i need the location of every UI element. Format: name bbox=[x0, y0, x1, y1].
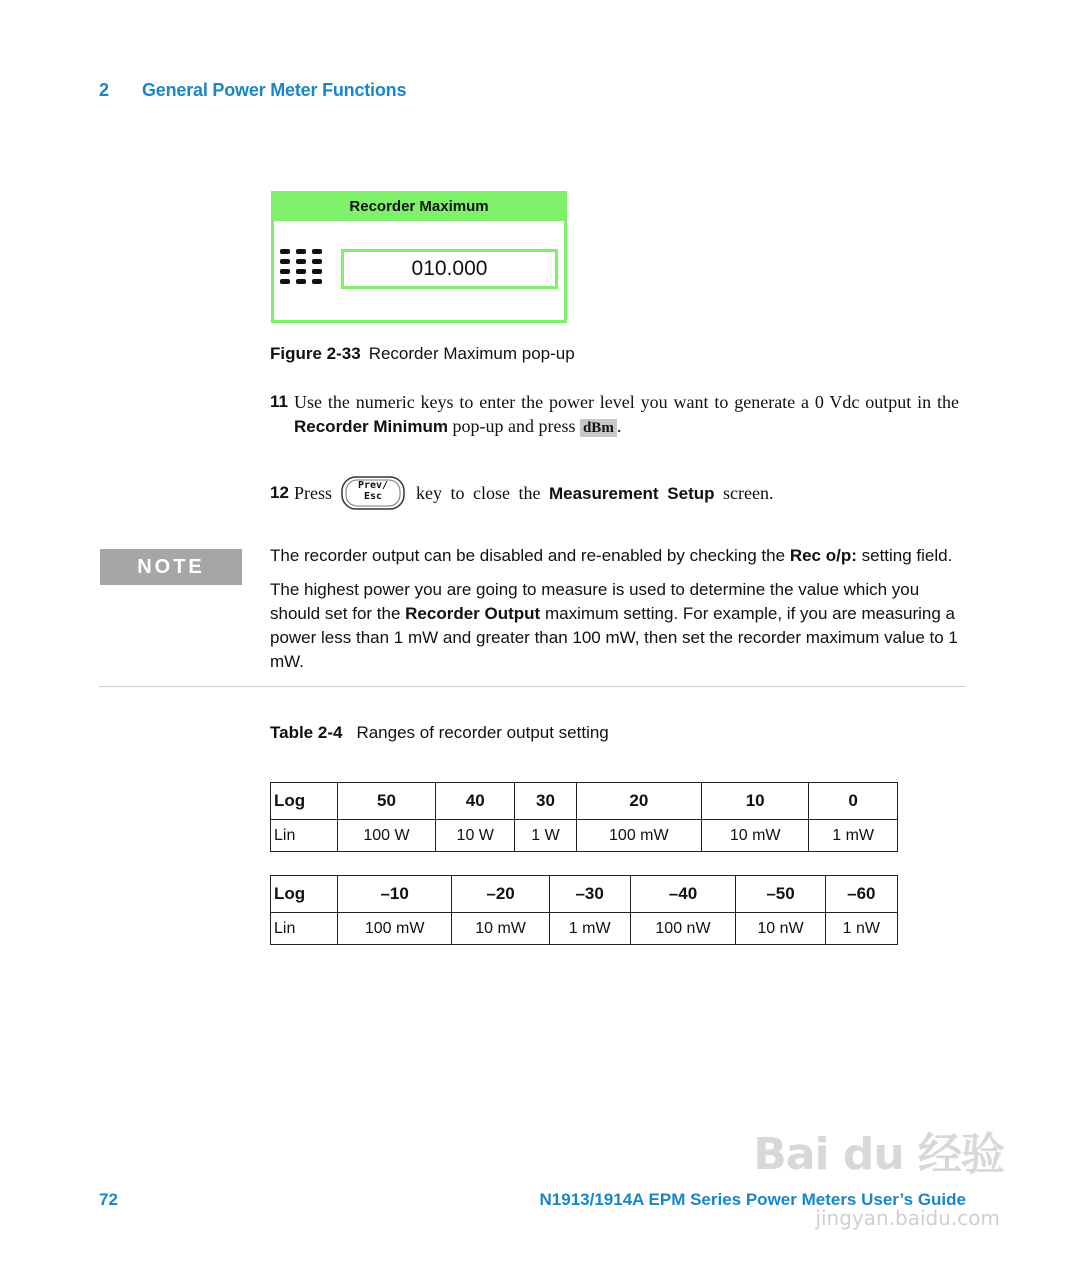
watermark-url: jingyan.baidu.com bbox=[815, 1206, 1000, 1230]
figure-caption-text: Recorder Maximum pop-up bbox=[368, 344, 575, 363]
table-cell: 10 mW bbox=[452, 913, 550, 945]
table-cell: 100 mW bbox=[338, 913, 452, 945]
table-caption-text: Ranges of recorder output setting bbox=[356, 723, 609, 742]
table-caption-label: Table 2-4 bbox=[270, 723, 343, 742]
table-row-log bbox=[271, 876, 898, 913]
row-label: Log bbox=[271, 876, 338, 913]
note-paragraph-2 bbox=[270, 578, 970, 674]
table-cell: –40 bbox=[630, 876, 736, 913]
step-text: Use the numeric keys to enter the power level you want to generate a 0 Vdc output in the bbox=[294, 392, 959, 412]
ranges-table-1 bbox=[270, 782, 898, 852]
recorder-maximum-popup bbox=[271, 191, 567, 323]
note-text: The highest power you are going to measure is used to determine the value which you should set for the bbox=[270, 580, 920, 623]
key-line-1: Prev/ bbox=[357, 480, 389, 491]
table-cell: 10 mW bbox=[702, 820, 809, 852]
ranges-table-2 bbox=[270, 875, 898, 945]
note-bold: Rec o/p: bbox=[789, 546, 857, 565]
note-bold: Recorder Output bbox=[405, 604, 541, 623]
chapter-number: 2 bbox=[99, 80, 109, 100]
table-cell: 1 mW bbox=[549, 913, 630, 945]
figure-caption-label: Figure 2-33 bbox=[270, 344, 361, 363]
step-bold: Recorder Minimum bbox=[294, 417, 448, 436]
table-row-log bbox=[271, 783, 898, 820]
note-text: setting field. bbox=[861, 546, 953, 565]
table-cell: 50 bbox=[338, 783, 436, 820]
table-cell: 30 bbox=[515, 783, 576, 820]
table-row-lin bbox=[271, 820, 898, 852]
recorder-maximum-value: 010.000 bbox=[341, 249, 558, 289]
table-cell: 0 bbox=[809, 783, 898, 820]
table-cell: 1 mW bbox=[809, 820, 898, 852]
dbm-key: dBm bbox=[580, 419, 617, 437]
step-bold: Measurement Setup bbox=[548, 483, 715, 503]
step-text: screen. bbox=[723, 482, 774, 503]
step-number: 12 bbox=[270, 483, 289, 502]
row-label: Lin bbox=[271, 913, 338, 945]
table-cell: 1 W bbox=[515, 820, 576, 852]
watermark-logo: Bai du 经验 bbox=[753, 1129, 1004, 1180]
keypad-icon bbox=[280, 249, 324, 287]
step-11 bbox=[270, 390, 970, 439]
step-text: . bbox=[616, 416, 622, 436]
note-tag: NOTE bbox=[100, 549, 242, 585]
table-caption bbox=[270, 723, 609, 743]
note-paragraph-1 bbox=[270, 544, 970, 568]
table-cell: –50 bbox=[736, 876, 825, 913]
page-number: 72 bbox=[99, 1190, 118, 1209]
step-text: key to close the bbox=[416, 482, 541, 503]
key-line-2: Esc bbox=[363, 491, 383, 502]
section-divider bbox=[99, 686, 966, 687]
row-label: Lin bbox=[271, 820, 338, 852]
prev-esc-key-icon bbox=[340, 475, 406, 511]
page-header bbox=[99, 80, 406, 101]
table-cell: 40 bbox=[435, 783, 515, 820]
note-text: The recorder output can be disabled and re-enabled by checking the bbox=[270, 546, 786, 565]
table-cell: –30 bbox=[549, 876, 630, 913]
table-cell: 20 bbox=[576, 783, 702, 820]
figure-caption bbox=[270, 344, 575, 364]
table-cell: 100 mW bbox=[576, 820, 702, 852]
table-cell: 1 nW bbox=[825, 913, 897, 945]
step-text: pop-up and press bbox=[452, 416, 576, 436]
table-row-lin bbox=[271, 913, 898, 945]
table-cell: –20 bbox=[452, 876, 550, 913]
note-text: maximum setting. For example, if you are measuring a power less than 1 mW and greater than 100 mW, then set the recorder maximum value to 1 mW. bbox=[270, 604, 958, 671]
table-cell: –10 bbox=[338, 876, 452, 913]
table-cell: –60 bbox=[825, 876, 897, 913]
step-12 bbox=[270, 470, 970, 516]
step-text: Press bbox=[294, 483, 333, 503]
table-cell: 10 bbox=[702, 783, 809, 820]
table-cell: 10 nW bbox=[736, 913, 825, 945]
table-cell: 100 W bbox=[338, 820, 436, 852]
footer-title: N1913/1914A EPM Series Power Meters User’s Guide bbox=[539, 1190, 966, 1209]
table-cell: 10 W bbox=[435, 820, 515, 852]
table-cell: 100 nW bbox=[630, 913, 736, 945]
row-label: Log bbox=[271, 783, 338, 820]
popup-title: Recorder Maximum bbox=[274, 194, 564, 221]
step-number: 11 bbox=[270, 392, 288, 411]
chapter-title: General Power Meter Functions bbox=[142, 80, 407, 100]
